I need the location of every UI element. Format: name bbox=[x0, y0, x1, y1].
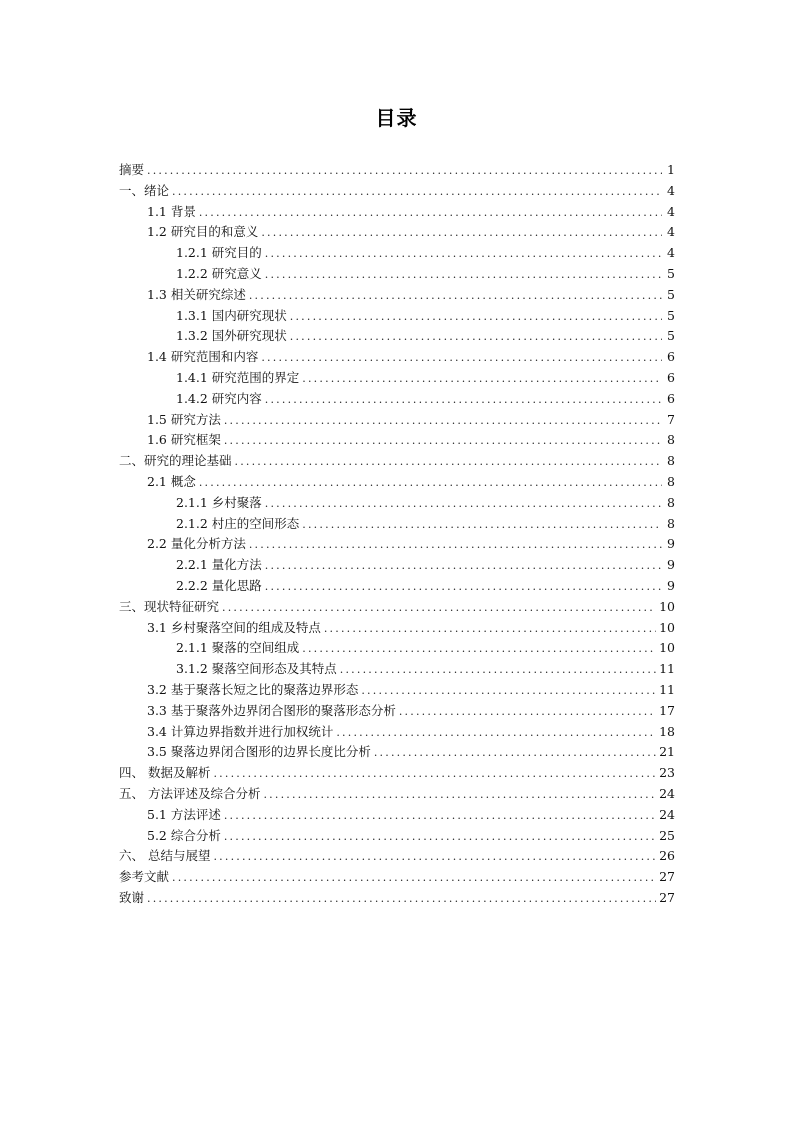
toc-dot-leader bbox=[249, 286, 662, 307]
toc-dot-leader bbox=[213, 764, 656, 785]
toc-entry-page-number: 10 bbox=[659, 640, 675, 656]
toc-entry-label: 1.4.2 研究内容 bbox=[176, 390, 262, 406]
toc-dot-leader bbox=[172, 868, 656, 889]
toc-entry-label: 摘要 bbox=[119, 162, 145, 177]
toc-entry-label: 致谢 bbox=[119, 889, 145, 905]
toc-entry[interactable] bbox=[119, 555, 675, 576]
toc-dot-leader bbox=[324, 619, 656, 640]
toc-dot-leader bbox=[265, 577, 662, 598]
toc-entry[interactable] bbox=[119, 264, 675, 285]
toc-entry-page-number: 5 bbox=[667, 307, 675, 323]
toc-entry-page-number: 26 bbox=[659, 848, 675, 864]
toc-entry[interactable] bbox=[119, 867, 675, 888]
toc-entry[interactable] bbox=[119, 763, 675, 784]
toc-dot-leader bbox=[374, 743, 656, 764]
toc-entry-label: 1.6 研究框架 bbox=[147, 432, 221, 448]
toc-dot-leader bbox=[224, 431, 662, 452]
toc-entry-page-number: 5 bbox=[667, 286, 675, 302]
toc-dot-leader bbox=[336, 723, 656, 744]
toc-entry[interactable] bbox=[119, 742, 675, 763]
toc-entry[interactable] bbox=[119, 181, 675, 202]
toc-dot-leader bbox=[199, 203, 662, 224]
toc-entry-page-number: 6 bbox=[667, 349, 675, 365]
toc-entry-page-number: 27 bbox=[659, 869, 675, 885]
toc-entry-page-number: 27 bbox=[659, 889, 675, 905]
toc-entry-label: 2.1.1 乡村聚落 bbox=[176, 494, 262, 510]
toc-entry[interactable] bbox=[119, 285, 675, 306]
toc-dot-leader bbox=[265, 556, 662, 577]
toc-entry-page-number: 11 bbox=[659, 661, 675, 677]
toc-entry[interactable] bbox=[119, 389, 675, 410]
toc-entry-label: 1.4.1 研究范围的界定 bbox=[176, 369, 300, 385]
toc-entry[interactable] bbox=[119, 368, 675, 389]
toc-entry-page-number: 10 bbox=[659, 619, 675, 635]
toc-entry[interactable] bbox=[119, 576, 675, 597]
toc-dot-leader bbox=[172, 182, 662, 203]
toc-entry-label: 3.1 乡村聚落空间的组成及特点 bbox=[147, 619, 321, 635]
toc-entry-page-number: 24 bbox=[659, 806, 675, 822]
toc-entry[interactable] bbox=[119, 430, 675, 451]
toc-dot-leader bbox=[235, 452, 662, 473]
toc-entry-label: 3.1.2 聚落空间形态及其特点 bbox=[176, 661, 337, 677]
toc-entry-label: 5.1 方法评述 bbox=[147, 806, 221, 822]
toc-entry-page-number: 5 bbox=[667, 265, 675, 281]
toc-dot-leader bbox=[361, 681, 656, 702]
toc-dot-leader bbox=[224, 411, 662, 432]
toc-entry-page-number: 8 bbox=[667, 494, 675, 510]
toc-entry-page-number: 11 bbox=[659, 681, 675, 697]
toc-entry[interactable] bbox=[119, 805, 675, 826]
toc-dot-leader bbox=[265, 244, 662, 265]
toc-entry[interactable] bbox=[119, 888, 675, 909]
toc-entry-page-number: 8 bbox=[667, 515, 675, 531]
toc-dot-leader bbox=[213, 847, 656, 868]
toc-dot-leader bbox=[224, 827, 656, 848]
toc-entry-label: 1.3 相关研究综述 bbox=[147, 286, 246, 302]
toc-dot-leader bbox=[340, 660, 656, 681]
toc-entry-label: 二、研究的理论基础 bbox=[119, 453, 232, 469]
toc-entry-page-number: 8 bbox=[667, 473, 675, 489]
toc-entry-page-number: 9 bbox=[667, 536, 675, 552]
toc-entry-label: 1.2 研究目的和意义 bbox=[147, 224, 259, 240]
toc-entry-label: 1.2.1 研究目的 bbox=[176, 245, 262, 261]
toc-entry[interactable] bbox=[119, 306, 675, 327]
toc-entry-label: 四、 数据及解析 bbox=[119, 765, 211, 781]
toc-entry-label: 3.3 基于聚落外边界闭合图形的聚落形态分析 bbox=[147, 702, 396, 718]
toc-entry[interactable] bbox=[119, 410, 675, 431]
toc-entry[interactable] bbox=[119, 680, 675, 701]
toc-entry-page-number: 4 bbox=[667, 203, 675, 219]
toc-entry[interactable] bbox=[119, 222, 675, 243]
toc-entry-page-number: 4 bbox=[667, 224, 675, 240]
toc-entry-label: 参考文献 bbox=[119, 869, 170, 885]
toc-entry-label: 2.2 量化分析方法 bbox=[147, 536, 246, 552]
toc-entry-page-number: 8 bbox=[667, 432, 675, 448]
toc-entry-label: 1.5 研究方法 bbox=[147, 411, 221, 427]
toc-dot-leader bbox=[222, 598, 656, 619]
toc-entry-label: 2.2.1 量化方法 bbox=[176, 557, 262, 573]
toc-dot-leader bbox=[302, 639, 656, 660]
toc-entry[interactable] bbox=[119, 493, 675, 514]
toc-entry-label: 2.2.2 量化思路 bbox=[176, 577, 262, 593]
toc-entry[interactable] bbox=[119, 534, 675, 555]
toc-entry[interactable] bbox=[119, 659, 675, 680]
toc-entry-page-number: 10 bbox=[659, 598, 675, 614]
toc-entry-label: 3.2 基于聚落长短之比的聚落边界形态 bbox=[147, 681, 359, 697]
toc-entry-label: 三、现状特征研究 bbox=[119, 598, 220, 614]
toc-entry[interactable] bbox=[119, 638, 675, 659]
toc-entry-label: 3.4 计算边界指数并进行加权统计 bbox=[147, 723, 334, 739]
toc-entry[interactable] bbox=[119, 722, 675, 743]
toc-dot-leader bbox=[265, 390, 662, 411]
toc-entry-page-number: 5 bbox=[667, 328, 675, 344]
toc-dot-leader bbox=[265, 265, 662, 286]
toc-entry-label: 1.4 研究范围和内容 bbox=[147, 349, 259, 365]
toc-dot-leader bbox=[302, 515, 662, 536]
toc-entry[interactable] bbox=[119, 160, 675, 181]
toc-dot-leader bbox=[399, 702, 656, 723]
toc-dot-leader bbox=[290, 307, 662, 328]
toc-entry-page-number: 4 bbox=[667, 182, 675, 198]
toc-dot-leader bbox=[265, 494, 662, 515]
toc-entry-page-number: 25 bbox=[659, 827, 675, 843]
toc-entry[interactable] bbox=[119, 784, 675, 805]
table-of-contents bbox=[119, 160, 675, 909]
toc-entry[interactable] bbox=[119, 826, 675, 847]
toc-dot-leader bbox=[147, 889, 656, 910]
toc-entry-label: 3.5 聚落边界闭合图形的边界长度比分析 bbox=[147, 744, 371, 760]
toc-dot-leader bbox=[290, 327, 662, 348]
toc-entry-label: 2.1.2 村庄的空间形态 bbox=[176, 515, 300, 531]
toc-dot-leader bbox=[249, 535, 662, 556]
toc-entry-page-number: 9 bbox=[667, 577, 675, 593]
toc-entry[interactable] bbox=[119, 701, 675, 722]
toc-entry[interactable] bbox=[119, 202, 675, 223]
toc-dot-leader bbox=[263, 785, 656, 806]
toc-entry-page-number: 7 bbox=[667, 411, 675, 427]
toc-entry-label: 1.2.2 研究意义 bbox=[176, 265, 262, 281]
toc-entry-page-number: 4 bbox=[667, 245, 675, 261]
toc-entry[interactable] bbox=[119, 347, 675, 368]
toc-entry[interactable] bbox=[119, 326, 675, 347]
page-title: 目录 bbox=[375, 106, 418, 130]
toc-entry-label: 1.3.1 国内研究现状 bbox=[176, 307, 287, 323]
toc-entry-page-number: 6 bbox=[667, 390, 675, 406]
toc-entry-page-number: 17 bbox=[659, 702, 675, 718]
toc-entry[interactable] bbox=[119, 514, 675, 535]
toc-entry-label: 1.1 背景 bbox=[147, 203, 196, 219]
toc-dot-leader bbox=[199, 473, 662, 494]
toc-entry-page-number: 8 bbox=[667, 453, 675, 469]
toc-entry-page-number: 23 bbox=[659, 765, 675, 781]
toc-entry-page-number: 9 bbox=[667, 557, 675, 573]
toc-entry[interactable] bbox=[119, 846, 675, 867]
toc-entry-page-number: 1 bbox=[667, 162, 675, 177]
toc-entry-label: 2.1.1 聚落的空间组成 bbox=[176, 640, 300, 656]
toc-entry-label: 5.2 综合分析 bbox=[147, 827, 221, 843]
toc-entry[interactable] bbox=[119, 451, 675, 472]
toc-dot-leader bbox=[224, 806, 656, 827]
toc-entry[interactable] bbox=[119, 243, 675, 264]
toc-entry-label: 五、 方法评述及综合分析 bbox=[119, 785, 261, 801]
toc-entry-label: 一、绪论 bbox=[119, 182, 170, 198]
toc-entry[interactable] bbox=[119, 597, 675, 618]
toc-dot-leader bbox=[147, 161, 662, 182]
toc-entry-page-number: 24 bbox=[659, 785, 675, 801]
toc-entry-label: 1.3.2 国外研究现状 bbox=[176, 328, 287, 344]
toc-entry-page-number: 21 bbox=[659, 744, 675, 760]
toc-dot-leader bbox=[261, 348, 662, 369]
toc-entry-label: 2.1 概念 bbox=[147, 473, 196, 489]
toc-entry-page-number: 6 bbox=[667, 369, 675, 385]
toc-entry-label: 六、 总结与展望 bbox=[119, 848, 211, 864]
toc-dot-leader bbox=[261, 223, 662, 244]
toc-dot-leader bbox=[302, 369, 662, 390]
toc-entry-page-number: 18 bbox=[659, 723, 675, 739]
toc-entry[interactable] bbox=[119, 472, 675, 493]
toc-entry[interactable] bbox=[119, 618, 675, 639]
